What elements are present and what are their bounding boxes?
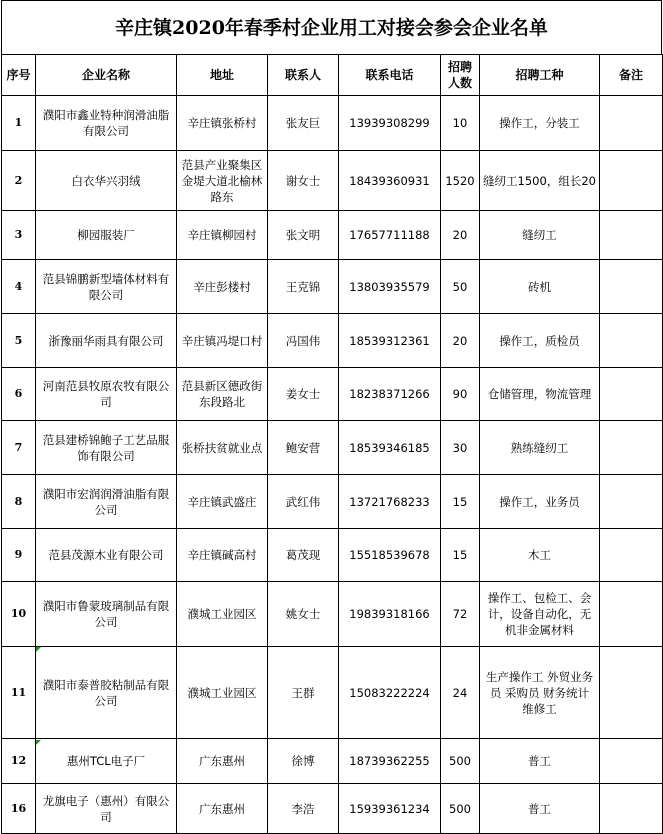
- cell-count: 1520: [441, 151, 480, 211]
- cell-jobs: 操作工，质检员: [480, 314, 600, 368]
- cell-contact: 王克锦: [268, 260, 339, 314]
- cell-count: 24: [441, 647, 480, 739]
- cell-note: [600, 151, 663, 211]
- cell-note: [600, 475, 663, 529]
- header-count: 招聘人数: [441, 55, 480, 96]
- cell-count: 15: [441, 475, 480, 529]
- cell-count: 500: [441, 739, 480, 784]
- cell-note: [600, 211, 663, 260]
- cell-contact: 鲍安营: [268, 421, 339, 475]
- table-row: [2, 314, 663, 368]
- cell-company: 濮阳市鲁蒙玻璃制品有限公司: [36, 582, 177, 647]
- cell-address: 广东惠州: [177, 784, 268, 834]
- cell-note: [600, 784, 663, 834]
- cell-contact: 李浩: [268, 784, 339, 834]
- cell-address: 辛庄镇柳园村: [177, 211, 268, 260]
- cell-jobs: 普工: [480, 739, 600, 784]
- cell-company: 濮阳市泰普胶粘制品有限公司: [36, 647, 177, 739]
- cell-note: [600, 96, 663, 151]
- cell-count: 50: [441, 260, 480, 314]
- cell-company: 龙旗电子（惠州）有限公司: [36, 784, 177, 834]
- cell-jobs: 操作工，分装工: [480, 96, 600, 151]
- table-row: [2, 260, 663, 314]
- cell-address: 张桥扶贫就业点: [177, 421, 268, 475]
- table-row: [2, 647, 663, 739]
- cell-phone: 15939361234: [339, 784, 441, 834]
- header-phone: 联系电话: [339, 55, 441, 96]
- cell-seq: 4: [2, 260, 36, 314]
- cell-phone: 13721768233: [339, 475, 441, 529]
- cell-address: 范县新区德政街东段路北: [177, 368, 268, 421]
- cell-company: 惠州TCL电子厂: [36, 739, 177, 784]
- table-row: [2, 421, 663, 475]
- header-seq: 序号: [2, 55, 36, 96]
- cell-seq: 2: [2, 151, 36, 211]
- cell-count: 30: [441, 421, 480, 475]
- cell-contact: 冯国伟: [268, 314, 339, 368]
- cell-comment-marker: [36, 647, 41, 652]
- cell-phone: 15518539678: [339, 529, 441, 582]
- cell-jobs: 熟练缝纫工: [480, 421, 600, 475]
- cell-company: 范县建桥锦鲍子工艺品服饰有限公司: [36, 421, 177, 475]
- cell-phone: 18439360931: [339, 151, 441, 211]
- cell-note: [600, 314, 663, 368]
- cell-address: 濮城工业园区: [177, 647, 268, 739]
- company-table: [1, 54, 663, 834]
- cell-address: 辛庄镇武盛庄: [177, 475, 268, 529]
- cell-company: 河南范县牧原农牧有限公司: [36, 368, 177, 421]
- cell-count: 500: [441, 784, 480, 834]
- header-contact: 联系人: [268, 55, 339, 96]
- cell-count: 20: [441, 314, 480, 368]
- cell-jobs: 木工: [480, 529, 600, 582]
- cell-contact: 徐博: [268, 739, 339, 784]
- cell-company: 濮阳市鑫业特种润滑油脂有限公司: [36, 96, 177, 151]
- cell-phone: 18739362255: [339, 739, 441, 784]
- table-row: [2, 784, 663, 834]
- cell-phone: 18238371266: [339, 368, 441, 421]
- cell-phone: 19839318166: [339, 582, 441, 647]
- cell-seq: 9: [2, 529, 36, 582]
- cell-phone: 13803935579: [339, 260, 441, 314]
- cell-contact: 王群: [268, 647, 339, 739]
- cell-jobs: 普工: [480, 784, 600, 834]
- cell-contact: 谢女士: [268, 151, 339, 211]
- cell-contact: 张文明: [268, 211, 339, 260]
- cell-address: 辛庄镇碱高村: [177, 529, 268, 582]
- header-row: [2, 55, 663, 96]
- header-jobs: 招聘工种: [480, 55, 600, 96]
- cell-company: 范县锦鹏新型墙体材料有限公司: [36, 260, 177, 314]
- cell-seq: 12: [2, 739, 36, 784]
- cell-company: 濮阳市宏润润滑油脂有限公司: [36, 475, 177, 529]
- cell-count: 15: [441, 529, 480, 582]
- cell-note: [600, 582, 663, 647]
- table-row: [2, 96, 663, 151]
- cell-jobs: 仓储管理，物流管理: [480, 368, 600, 421]
- cell-address: 范县产业聚集区金堤大道北榆林路东: [177, 151, 268, 211]
- cell-contact: 姚女士: [268, 582, 339, 647]
- cell-company: 白衣华兴羽绒: [36, 151, 177, 211]
- cell-seq: 7: [2, 421, 36, 475]
- cell-seq: 10: [2, 582, 36, 647]
- cell-phone: 18539312361: [339, 314, 441, 368]
- cell-phone: 13939308299: [339, 96, 441, 151]
- header-note: 备注: [600, 55, 663, 96]
- cell-note: [600, 529, 663, 582]
- cell-company: 柳园服装厂: [36, 211, 177, 260]
- cell-seq: 8: [2, 475, 36, 529]
- cell-address: 辛庄镇冯堤口村: [177, 314, 268, 368]
- cell-note: [600, 739, 663, 784]
- cell-note: [600, 647, 663, 739]
- cell-jobs: 操作工、包检工、会计，设备自动化，无机非金属材料: [480, 582, 600, 647]
- cell-contact: 葛茂现: [268, 529, 339, 582]
- cell-seq: 5: [2, 314, 36, 368]
- cell-address: 辛庄镇张桥村: [177, 96, 268, 151]
- table-row: [2, 368, 663, 421]
- cell-address: 濮城工业园区: [177, 582, 268, 647]
- cell-seq: 1: [2, 96, 36, 151]
- table-row: [2, 151, 663, 211]
- cell-address: 辛庄彭楼村: [177, 260, 268, 314]
- cell-note: [600, 368, 663, 421]
- cell-count: 10: [441, 96, 480, 151]
- cell-contact: 张友巨: [268, 96, 339, 151]
- cell-address: 广东惠州: [177, 739, 268, 784]
- table-row: [2, 529, 663, 582]
- table-row: [2, 211, 663, 260]
- cell-seq: 3: [2, 211, 36, 260]
- header-address: 地址: [177, 55, 268, 96]
- cell-jobs: 缝纫工1500，组长20: [480, 151, 600, 211]
- header-company: 企业名称: [36, 55, 177, 96]
- document-title: 辛庄镇2020年春季村企业用工对接会参会企业名单: [1, 0, 662, 54]
- cell-contact: 姜女士: [268, 368, 339, 421]
- cell-note: [600, 260, 663, 314]
- cell-seq: 6: [2, 368, 36, 421]
- cell-company: 浙豫丽华雨具有限公司: [36, 314, 177, 368]
- cell-comment-marker: [36, 740, 41, 745]
- cell-jobs: 操作工，业务员: [480, 475, 600, 529]
- cell-jobs: 缝纫工: [480, 211, 600, 260]
- cell-jobs: 砖机: [480, 260, 600, 314]
- cell-company: 范县茂源木业有限公司: [36, 529, 177, 582]
- table-row: [2, 739, 663, 784]
- cell-phone: 18539346185: [339, 421, 441, 475]
- cell-phone: 15083222224: [339, 647, 441, 739]
- cell-seq: 11: [2, 647, 36, 739]
- cell-note: [600, 421, 663, 475]
- cell-jobs: 生产操作工 外贸业务员 采购员 财务统计 维修工: [480, 647, 600, 739]
- cell-count: 20: [441, 211, 480, 260]
- cell-contact: 武红伟: [268, 475, 339, 529]
- table-row: [2, 475, 663, 529]
- cell-count: 90: [441, 368, 480, 421]
- cell-seq: 16: [2, 784, 36, 834]
- table-row: [2, 582, 663, 647]
- cell-count: 72: [441, 582, 480, 647]
- cell-phone: 17657711188: [339, 211, 441, 260]
